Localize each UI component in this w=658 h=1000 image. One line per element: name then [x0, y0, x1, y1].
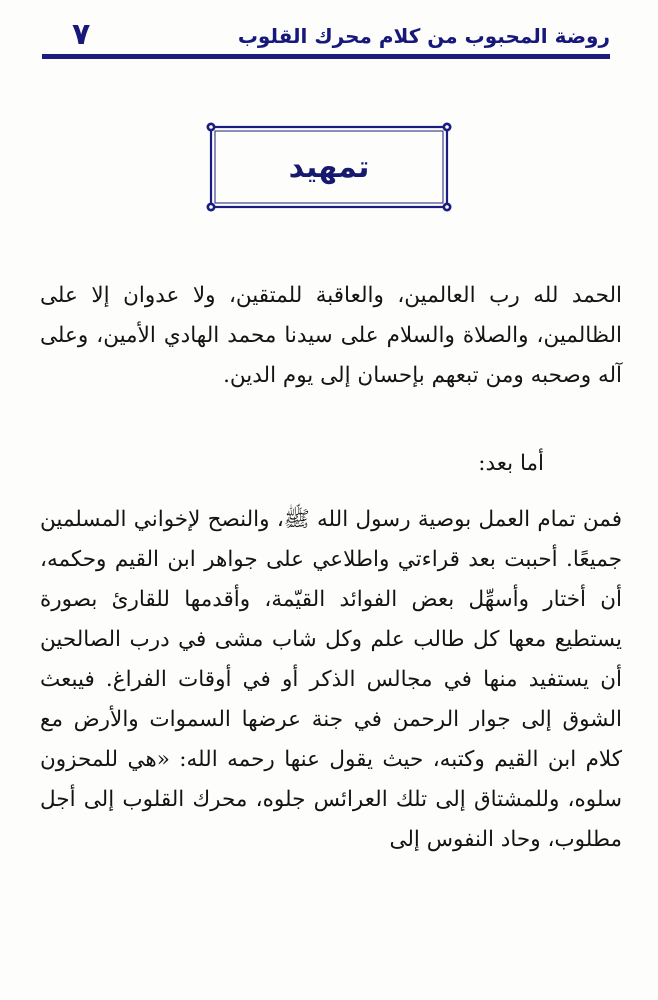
main-paragraph: فمن تمام العمل بوصية رسول الله ﷺ، والنصح لإخواني المسلمين جميعًا. أحببت بعد قراءتي واطلاعي على جواهر ابن القيم وحكمه، أن أختار وأسهِّل بعض الفوائد القيّمة، وأقدمها للقارئ بصورة يستطيع معها كل طالب علم وكل شاب مشى في درب الصالحين أن يستفيد منها في مجالس الذكر أو في أوقات الفراغ. فيبعث الشوق إلى جوار الرحمن في جنة عرضها السموات والأرض مع كلام ابن القيم وكتبه، حيث يقول عنها رحمه الله: «هي للمحزون سلوه، وللمشتاق إلى تلك العرائس جلوه، محرك القلوب إلى أجل مطلوب، وحاد النفوس إلى	[40, 507, 622, 852]
intro-paragraph: الحمد لله رب العالمين، والعاقبة للمتقين، ولا عدوان إلا على الظالمين، والصلاة والسلام على سيدنا محمد الهادي الأمين، وعلى آله وصحبه ومن تبعهم بإحسان إلى يوم الدين.	[40, 283, 622, 388]
running-title: روضة المحبوب من كلام محرك القلوب	[237, 24, 610, 48]
page-header	[44, 18, 610, 54]
header-rule	[42, 54, 610, 59]
page-number: ٧	[72, 17, 91, 52]
section-title: تمهيد	[288, 149, 370, 185]
amma-bad-line: أما بعد:	[478, 451, 544, 476]
title-frame	[206, 122, 452, 212]
